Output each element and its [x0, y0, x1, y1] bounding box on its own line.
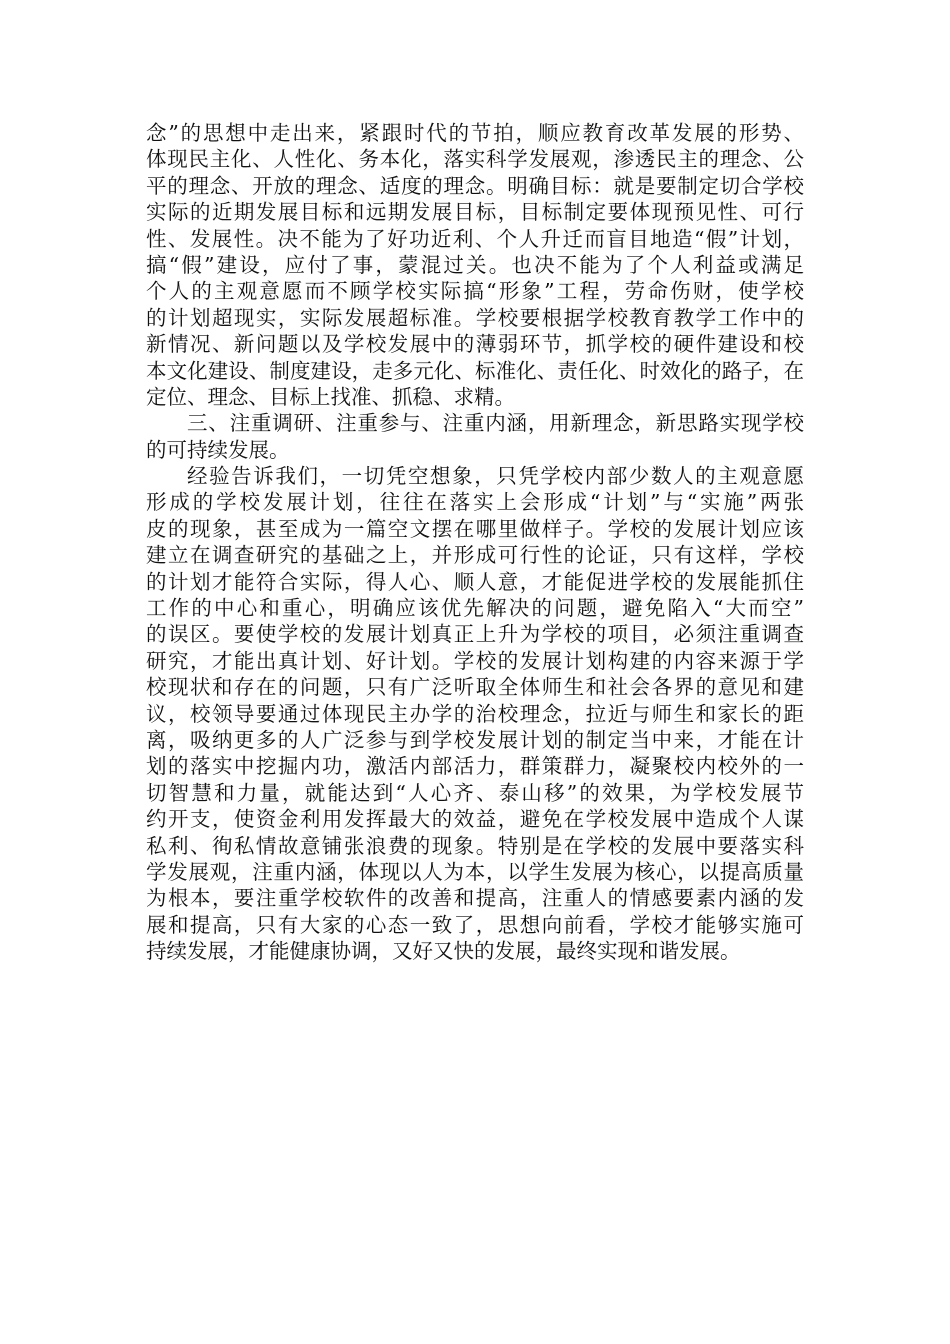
text-line: 平的理念、开放的理念、适度的理念。明确目标：就是要制定切合学校	[146, 173, 804, 198]
text-line: 实际的近期发展目标和远期发展目标，目标制定要体现预见性、可行	[146, 200, 804, 225]
text-line: 建立在调查研究的基础之上，并形成可行性的论证，只有这样，学校	[146, 543, 804, 568]
text-line: 定位、理念、目标上找准、抓稳、求精。	[146, 384, 515, 409]
text-line: 为根本，要注重学校软件的改善和提高，注重人的情感要素内涵的发	[146, 886, 804, 911]
text-line: 三、注重调研、注重参与、注重内涵，用新理念，新思路实现学校	[187, 411, 804, 436]
text-line: 个人的主观意愿而不顾学校实际搞“形象”工程，劳命伤财，使学校	[146, 279, 804, 304]
text-line: 学发展观，注重内涵，体现以人为本，以学生发展为核心，以提高质量	[146, 859, 804, 884]
text-line: 约开支，使资金利用发挥最大的效益，避免在学校发展中造成个人谋	[146, 807, 804, 832]
text-line: 私利、徇私情故意铺张浪费的现象。特别是在学校的发展中要落实科	[146, 833, 804, 858]
body-text	[146, 120, 804, 965]
text-line: 皮的现象，甚至成为一篇空文摆在哪里做样子。学校的发展计划应该	[146, 516, 804, 541]
text-line: 的可持续发展。	[146, 437, 290, 462]
text-line: 离，吸纳更多的人广泛参与到学校发展计划的制定当中来，才能在计	[146, 727, 804, 752]
text-line: 性、发展性。决不能为了好功近利、个人升迁而盲目地造“假”计划，	[146, 226, 804, 251]
text-line: 形成的学校发展计划，往往在落实上会形成“计划”与“实施”两张	[146, 490, 804, 515]
text-line: 持续发展，才能健康协调，又好又快的发展，最终实现和谐发展。	[146, 939, 741, 964]
text-line: 本文化建设、制度建设，走多元化、标准化、责任化、时效化的路子，在	[146, 358, 804, 383]
text-line: 的计划超现实，实际发展超标准。学校要根据学校教育教学工作中的	[146, 305, 804, 330]
text-line: 念”的思想中走出来，紧跟时代的节拍，顺应教育改革发展的形势、	[146, 121, 804, 145]
text-line: 的计划才能符合实际，得人心、顺人意，才能促进学校的发展能抓住	[146, 569, 804, 594]
text-line: 工作的中心和重心，明确应该优先解决的问题，避免陷入“大而空”	[146, 596, 804, 621]
text-line: 议，校领导要通过体现民主办学的治校理念，拉近与师生和家长的距	[146, 701, 804, 726]
text-line: 体现民主化、人性化、务本化，落实科学发展观，渗透民主的理念、公	[146, 147, 804, 172]
text-line: 经验告诉我们，一切凭空想象，只凭学校内部少数人的主观意愿	[187, 464, 804, 489]
text-line: 校现状和存在的问题，只有广泛听取全体师生和社会各界的意见和建	[146, 675, 804, 700]
text-line: 切智慧和力量，就能达到“人心齐、泰山移”的效果，为学校发展节	[146, 780, 804, 805]
text-line: 展和提高，只有大家的心态一致了，思想向前看，学校才能够实施可	[146, 912, 804, 937]
text-line: 研究，才能出真计划、好计划。学校的发展计划构建的内容来源于学	[146, 648, 804, 673]
text-line: 搞“假”建设，应付了事，蒙混过关。也决不能为了个人利益或满足	[146, 252, 804, 277]
text-line: 的误区。要使学校的发展计划真正上升为学校的项目，必须注重调查	[146, 622, 804, 647]
text-line: 划的落实中挖掘内功，激活内部活力，群策群力，凝聚校内校外的一	[146, 754, 804, 779]
text-line: 新情况、新问题以及学校发展中的薄弱环节，抓学校的硬件建设和校	[146, 332, 804, 357]
